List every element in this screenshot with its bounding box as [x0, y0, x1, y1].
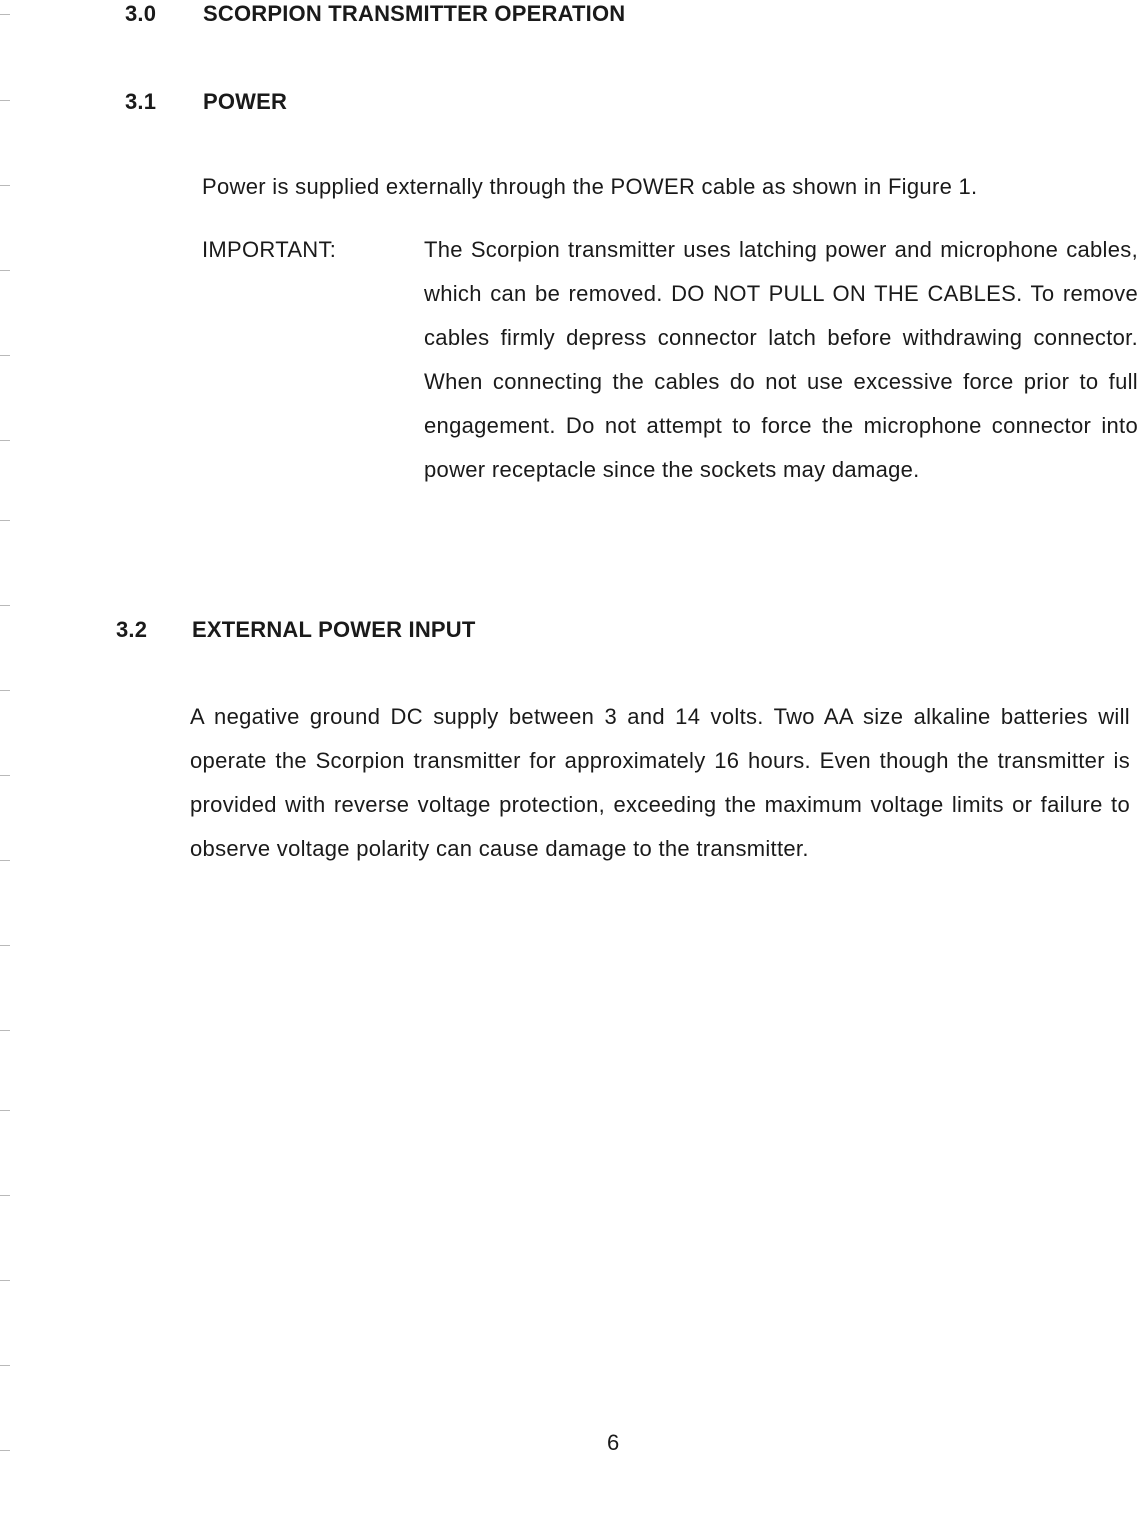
- section-number: 3.1: [125, 89, 157, 114]
- page-number: 6: [607, 1430, 620, 1455]
- section-number: 3.2: [116, 617, 148, 642]
- section-title: EXTERNAL POWER INPUT: [192, 617, 476, 642]
- section-title: POWER: [203, 89, 288, 114]
- important-label: IMPORTANT:: [202, 237, 337, 262]
- important-note: The Scorpion transmitter uses latching power and microphone cables, which can be removed. DO NOT PULL ON THE CABLES. To remove cables firmly depress connector latch before withdrawing connector. When connecting the cables do not use excessive force prior to full engagement. Do not attempt to force the microphone connector into power receptacle since the sockets may damage.: [424, 237, 1138, 482]
- section-title: SCORPION TRANSMITTER OPERATION: [203, 1, 626, 26]
- power-paragraph: Power is supplied externally through the POWER cable as shown in Figure 1.: [202, 174, 978, 199]
- section-number: 3.0: [125, 1, 157, 26]
- external-power-paragraph: A negative ground DC supply between 3 and 14 volts. Two AA size alkaline batteries will operate the Scorpion transmitter for approximately 16 hours. Even though the transmitter is provided with reverse voltage protection, exceeding the maximum voltage limits or failure to observe voltage polarity can cause damage to the transmitter.: [190, 704, 1130, 861]
